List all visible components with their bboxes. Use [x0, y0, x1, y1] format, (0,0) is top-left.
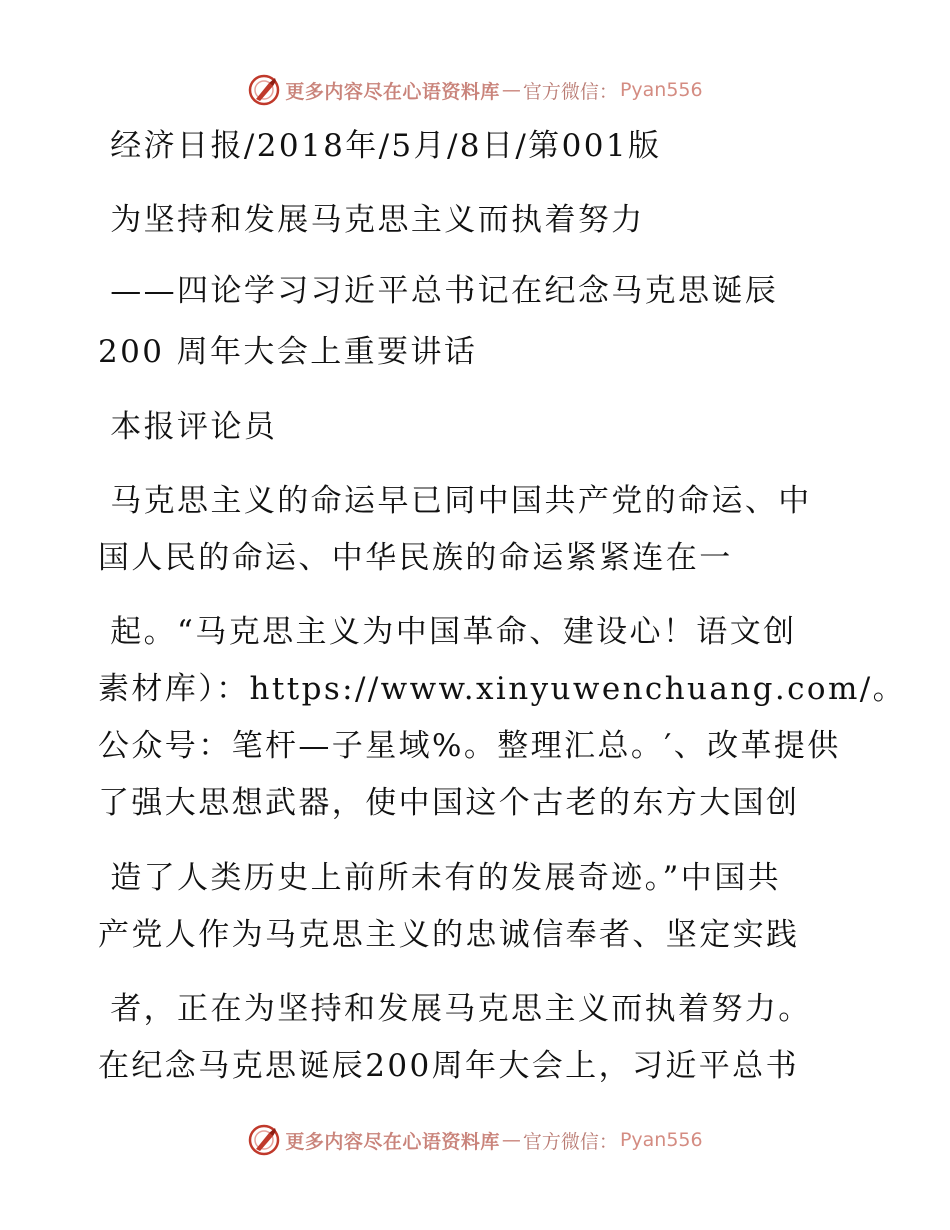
doc-line-body-3: 起。“马克思主义为中国革命、建设心！语文创 — [98, 614, 797, 650]
doc-line-body-5: 公众号：笔杆—子星域%。整理汇总。′、改革提供 — [98, 728, 841, 764]
doc-line-title: 为坚持和发展马克思主义而执着努力 — [98, 202, 645, 238]
doc-line-body-6: 了强大思想武器，使中国这个古老的东方大国创 — [98, 785, 800, 821]
doc-line-subtitle-2: 200 周年大会上重要讲话 — [98, 334, 478, 370]
banner-wechat-id: Pyan556 — [619, 1129, 703, 1151]
doc-line-body-9: 者，正在为坚持和发展马克思主义而执着努力。 — [98, 991, 812, 1027]
banner-main-text: 更多内容尽在心语资料库 — [285, 1130, 500, 1153]
doc-line-body-10: 在纪念马克思诞辰200周年大会上，习近平总书 — [98, 1048, 799, 1084]
doc-line-body-7: 造了人类历史上前所未有的发展奇迹。”中国共 — [98, 860, 781, 896]
doc-line-body-1: 马克思主义的命运早已同中国共产党的命运、中 — [98, 483, 812, 519]
doc-line-body-8: 产党人作为马克思主义的忠诚信奉者、坚定实践 — [98, 917, 800, 953]
doc-line-author: 本报评论员 — [98, 409, 278, 445]
footer-banner — [0, 1120, 950, 1160]
doc-line-subtitle-1: ——四论学习习近平总书记在纪念马克思诞辰 — [98, 273, 779, 309]
doc-line-body-4: 素材库）：https://www.xinyuwenchuang.com/。 — [98, 671, 907, 707]
banner-separator: — — [501, 79, 521, 101]
doc-line-body-2: 国人民的命运、中华民族的命运紧紧连在一 — [98, 540, 733, 576]
doc-line-source: 经济日报/2018年/5月/8日/第001版 — [98, 128, 662, 164]
banner-main-text: 更多内容尽在心语资料库 — [285, 80, 500, 103]
banner-wechat-id: Pyan556 — [619, 79, 703, 101]
banner-official-label: 官方微信： — [522, 1130, 618, 1153]
quill-logo-icon — [247, 1123, 281, 1157]
banner-separator: — — [501, 1129, 521, 1151]
banner-official-label: 官方微信： — [522, 80, 618, 103]
